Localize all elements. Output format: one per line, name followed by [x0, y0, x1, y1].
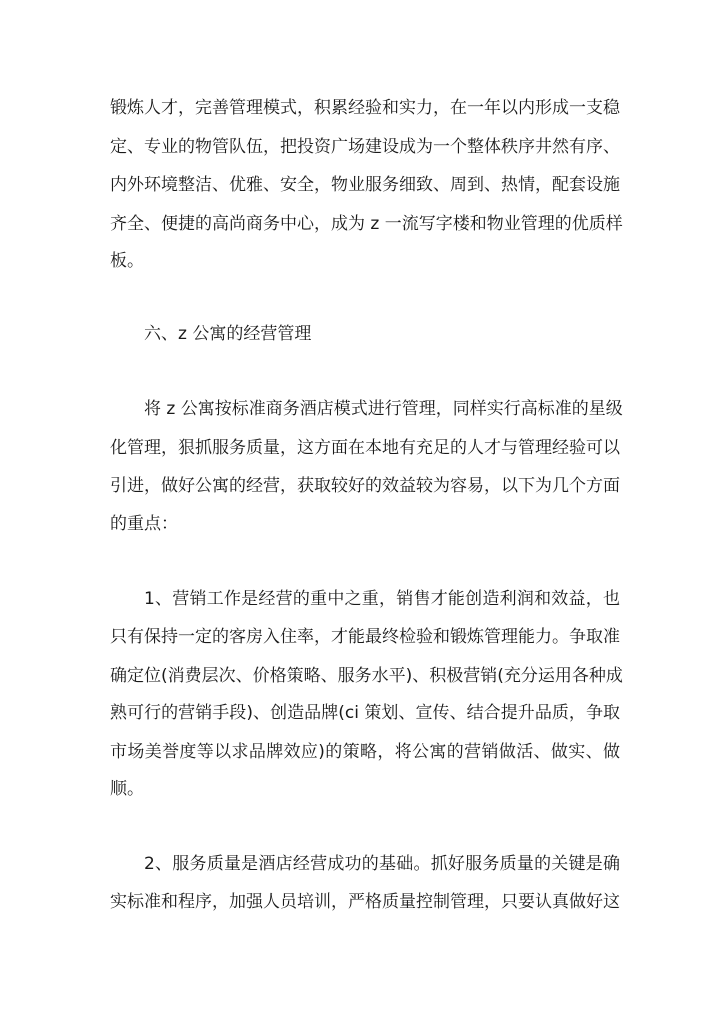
paragraph-2-line-3: 引进，做好公寓的经营，获取较好的效益较为容易，以下为几个方面 — [110, 476, 620, 496]
paragraph-3-line-2: 只有保持一定的客房入住率，才能最终检验和锻炼管理能力。争取准 — [110, 627, 620, 647]
paragraph-4-line-1: 2、服务质量是酒店经营成功的基础。抓好服务质量的关键是确 — [144, 854, 620, 874]
paragraph-1-line-4: 齐全、便捷的高尚商务中心，成为 z 一流写字楼和物业管理的优质样 — [110, 214, 623, 234]
paragraph-2-line-1: 将 z 公寓按标准商务酒店模式进行管理，同样实行高标准的星级 — [144, 399, 623, 419]
paragraph-3-line-4: 熟可行的营销手段)、创造品牌(ci 策划、宣传、结合提升品质，争取 — [110, 703, 620, 723]
paragraph-4-line-2: 实标准和程序，加强人员培训，严格质量控制管理，只要认真做好这 — [110, 892, 620, 912]
paragraph-1-line-1: 锻炼人才，完善管理模式，积累经验和实力，在一年以内形成一支稳 — [110, 98, 620, 118]
paragraph-2-line-4: 的重点： — [110, 514, 178, 534]
paragraph-2-line-2: 化管理，狠抓服务质量，这方面在本地有充足的人才与管理经验可以 — [110, 438, 620, 458]
paragraph-1-line-5: 板。 — [110, 251, 144, 271]
paragraph-1-line-3: 内外环境整洁、优雅、安全，物业服务细致、周到、热情，配套设施 — [110, 175, 620, 195]
paragraph-1-line-2: 定、专业的物管队伍，把投资广场建设成为一个整体秩序井然有序、 — [110, 137, 620, 157]
section-heading-6: 六、z 公寓的经营管理 — [144, 324, 312, 344]
paragraph-3-line-5: 市场美誉度等以求品牌效应)的策略，将公寓的营销做活、做实、做 — [110, 742, 620, 762]
paragraph-3-line-1: 1、营销工作是经营的重中之重，销售才能创造利润和效益，也 — [144, 589, 620, 609]
paragraph-3-line-6: 顺。 — [110, 779, 144, 799]
paragraph-3-line-3: 确定位(消费层次、价格策略、服务水平)、积极营销(充分运用各种成 — [110, 666, 623, 686]
